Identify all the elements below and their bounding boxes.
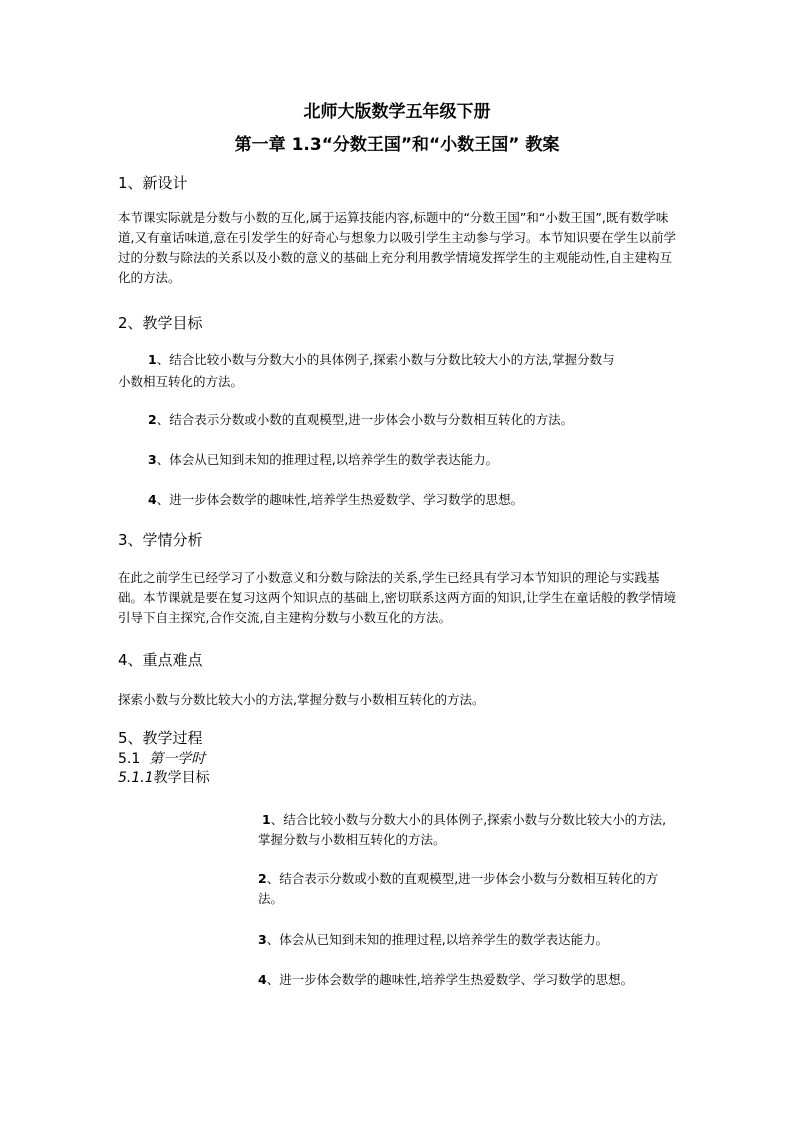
section-heading-teaching-goals: 2、教学目标 xyxy=(118,314,203,332)
section-heading-key-points: 4、重点难点 xyxy=(118,651,203,669)
lesson-goal-item-2 xyxy=(258,869,678,909)
goal-item-number: 2 xyxy=(258,871,267,886)
section-heading-teaching-process: 5、教学过程 xyxy=(118,729,203,747)
goal-item-text: 、进一步体会数学的趣味性,培养学生热爱数学、学习数学的思想。 xyxy=(156,492,524,507)
section-body-key-points: 探索小数与分数比较大小的方法,掌握分数与小数相互转化的方法。 xyxy=(118,692,485,707)
document-subtitle: 第一章 1.3“分数王国”和“小数王国” 教案 xyxy=(234,135,560,155)
goal-item-number: 1 xyxy=(261,812,271,827)
goal-item-1-continued: 小数相互转化的方法。 xyxy=(118,374,244,389)
goal-item-number: 4 xyxy=(148,492,157,507)
section-heading-new-design: 1、新设计 xyxy=(118,174,188,192)
goal-item-number: 2 xyxy=(148,412,157,427)
goal-item-number: 3 xyxy=(258,932,267,947)
subsection-teaching-goals xyxy=(118,769,210,787)
goal-item-2 xyxy=(148,410,573,430)
lesson-goal-item-1 xyxy=(258,810,678,850)
subsection-first-lesson xyxy=(118,750,205,768)
subsection-title: 第一学时 xyxy=(149,751,206,767)
section-heading-learner-analysis: 3、学情分析 xyxy=(118,531,203,549)
goal-item-number: 4 xyxy=(258,972,267,987)
subsection-number: 5.1.1 xyxy=(118,770,154,786)
goal-item-text: 、体会从已知到未知的推理过程,以培养学生的数学表达能力。 xyxy=(266,932,609,947)
section-body-learner-analysis: 在此之前学生已经学习了小数意义和分数与除法的关系,学生已经具有学习本节知识的理论与实践基础。本节课就是要在复习这两个知识点的基础上,密切联系这两方面的知识,让学生在童话般的教学情境引导下自主探究,合作交流,自主建构分数与小数互化的方法。 xyxy=(118,570,676,625)
goal-item-text: 、结合比较小数与分数大小的具体例子,探索小数与分数比较大小的方法,掌握分数与 xyxy=(156,352,615,367)
lesson-goal-item-4 xyxy=(258,970,678,990)
goal-item-text: 、体会从已知到未知的推理过程,以培养学生的数学表达能力。 xyxy=(156,452,499,467)
goal-item-number: 3 xyxy=(148,452,157,467)
goal-item-text: 、结合表示分数或小数的直观模型,进一步体会小数与分数相互转化的方法。 xyxy=(156,412,574,427)
goal-item-4 xyxy=(148,490,523,510)
document-title: 北师大版数学五年级下册 xyxy=(303,102,491,122)
goal-item-3 xyxy=(148,450,498,470)
goal-item-text: 、进一步体会数学的趣味性,培养学生热爱数学、学习数学的思想。 xyxy=(266,972,634,987)
goal-item-text: 、结合比较小数与分数大小的具体例子,探索小数与分数比较大小的方法,掌握分数与小数相互转化的方法。 xyxy=(258,812,667,847)
section-body-new-design: 本节课实际就是分数与小数的互化,属于运算技能内容,标题中的“分数王国”和“小数王国”,既有数学味道,又有童话味道,意在引发学生的好奇心与想象力以吸引学生主动参与学习。本节知识要在学生以前学过的分数与除法的关系以及小数的意义的基础上充分利用教学情境发挥学生的主观能动性,自主建构互化的方法。 xyxy=(118,210,676,285)
subsection-title: 教学目标 xyxy=(153,770,210,786)
lesson-goal-item-3 xyxy=(258,930,678,950)
goal-item-1 xyxy=(148,350,615,370)
subsection-number: 5.1 xyxy=(118,751,141,767)
goal-item-text: 、结合表示分数或小数的直观模型,进一步体会小数与分数相互转化的方法。 xyxy=(258,871,659,906)
goal-item-number: 1 xyxy=(148,352,157,367)
